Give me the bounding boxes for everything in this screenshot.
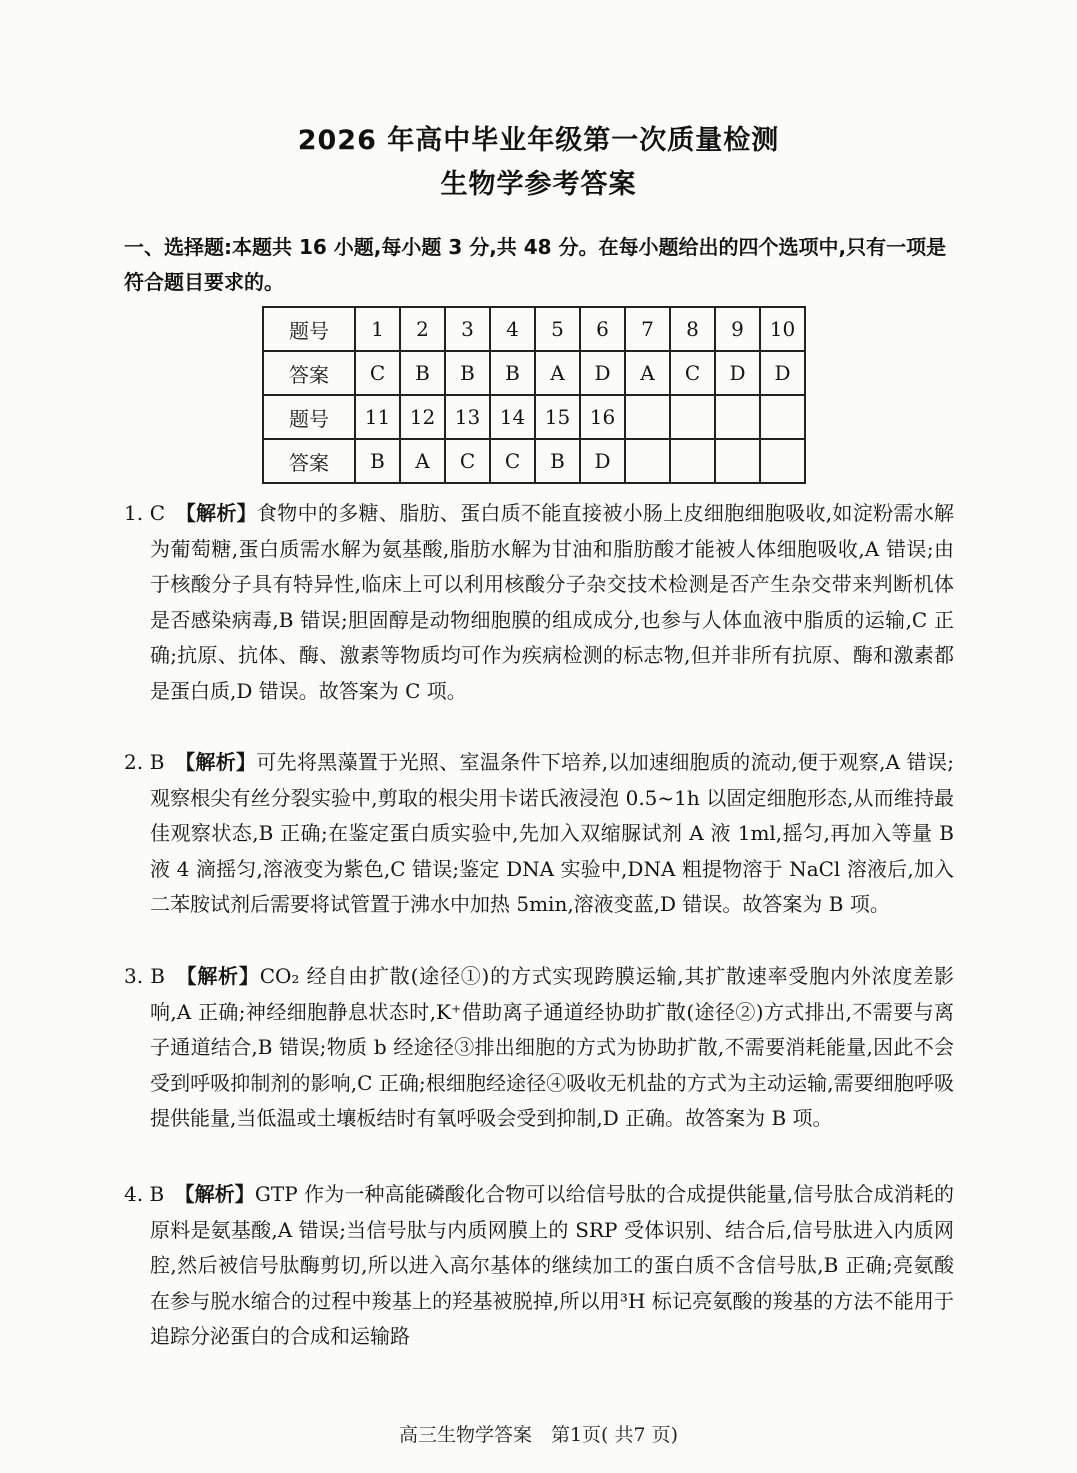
table-cell: B [490,351,535,395]
row-label: 题号 [263,395,355,439]
item-text: CO₂ 经自由扩散(途径①)的方式实现跨膜运输,其扩散速率受胞内外浓度差影响,A 正确;神经细胞静息状态时,K⁺借助离子通道经协助扩散(途径②)方式排出,不需要与离子通道结合,B 错误;物质 b 经途径③排出细胞的方式为协助扩散,不需要消耗能量,因此不会受到呼吸抑制剂的影响,C 正确;根细胞经途径④吸收无机盐的方式为主动运输,需要细胞呼吸提供能量,当低温或土壤板结时有氧呼吸会受到抑制,D 正确。故答案为 B 项。 [150,964,955,1131]
answer-item-3 [124,959,954,1137]
item-text: 食物中的多糖、脂肪、蛋白质不能直接被小肠上皮细胞细胞吸收,如淀粉需水解为葡萄糖,蛋白质需水解为氨基酸,脂肪水解为甘油和脂肪酸才能被人体细胞吸收,A 错误;由于核酸分子具有特异性,临床上可以利用核酸分子杂交技术检测是否产生杂交带来判断机体是否感染病毒,B 错误;胆固醇是动物细胞膜的组成成分,也参与人体血液中脂质的运输,C 正确;抗原、抗体、酶、激素等物质均可作为疾病检测的标志物,但并非所有抗原、酶和激素都是蛋白质,D 错误。故答案为 C 项。 [150,501,955,703]
table-cell: D [715,351,760,395]
table-cell: D [580,439,625,483]
answer-item-1 [124,496,954,710]
page-subtitle: 生物学参考答案 [440,169,637,200]
item-text: 可先将黑藻置于光照、室温条件下培养,以加速细胞质的流动,便于观察,A 错误;观察根尖有丝分裂实验中,剪取的根尖用卡诺氏液浸泡 0.5~1h 以固定细胞形态,从而维持最佳观察状态,B 正确;在鉴定蛋白质实验中,先加入双缩脲试剂 A 液 1ml,摇匀,再加入等量 B 液 4 滴摇匀,溶液变为紫色,C 错误;鉴定 DNA 实验中,DNA 粗提物溶于 NaCl 溶液后,加入二苯胺试剂后需要将试管置于沸水中加热 5min,溶液变蓝,D 错误。故答案为 B 项。 [150,750,954,917]
table-cell [670,439,715,483]
table-cell [670,395,715,439]
item-number: 4. B [124,1182,165,1206]
table-cell: 16 [580,395,625,439]
table-cell: B [445,351,490,395]
table-cell: D [580,351,625,395]
item-paragraph [124,1177,954,1355]
analysis-tag: 【解析】 [185,501,257,525]
analysis-tag: 【解析】 [185,750,257,774]
table-cell: A [400,439,445,483]
row-label: 题号 [263,307,355,351]
table-cell: 3 [445,307,490,351]
item-text: GTP 作为一种高能磷酸化合物可以给信号肽的合成提供能量,信号肽合成消耗的原料是氨基酸,A 错误;当信号肽与内质网膜上的 SRP 受体识别、结合后,信号肽进入内质网腔,然后被信号肽酶剪切,所以进入高尔基体的继续加工的蛋白质不含信号肽,B 正确;亮氨酸在参与脱水缩合的过程中羧基上的羟基被脱掉,所以用³H 标记亮氨酸的羧基的方法不能用于追踪分泌蛋白的合成和运输路 [150,1182,954,1349]
table-cell: 15 [535,395,580,439]
answer-table [262,306,806,484]
answer-item-2 [124,745,954,923]
table-cell: 10 [760,307,805,351]
table-cell: 11 [355,395,400,439]
table-cell: C [355,351,400,395]
table-cell: C [490,439,535,483]
row-label: 答案 [263,351,355,395]
table-cell [715,395,760,439]
item-number: 1. C [124,501,166,525]
table-cell: 8 [670,307,715,351]
table-row [263,395,805,439]
page-title: 2026 年高中毕业年级第一次质量检测 [297,125,780,156]
table-cell: 6 [580,307,625,351]
table-cell: B [535,439,580,483]
table-cell [625,439,670,483]
section-heading: 一、选择题:本题共 16 小题,每小题 3 分,共 48 分。在每小题给出的四个选项中,只有一项是符合题目要求的。 [124,235,947,294]
table-cell: C [445,439,490,483]
table-cell: 5 [535,307,580,351]
table-cell: A [535,351,580,395]
analysis-tag: 【解析】 [186,964,260,988]
row-label: 答案 [263,439,355,483]
table-cell: 12 [400,395,445,439]
answer-item-4 [124,1177,954,1355]
table-cell: A [625,351,670,395]
page-footer: 高三生物学答案 第1页( 共7 页) [398,1424,679,1446]
table-row [263,351,805,395]
item-paragraph [124,745,954,923]
table-cell [625,395,670,439]
table-cell [760,395,805,439]
table-cell: D [760,351,805,395]
table-cell: 1 [355,307,400,351]
table-cell: B [400,351,445,395]
item-number: 2. B [124,750,165,774]
item-paragraph [124,959,954,1137]
table-cell: 2 [400,307,445,351]
table-cell: B [355,439,400,483]
table-cell: 7 [625,307,670,351]
item-paragraph [124,496,954,710]
analysis-tag: 【解析】 [184,1182,255,1206]
table-cell [760,439,805,483]
table-cell: C [670,351,715,395]
table-row [263,439,805,483]
table-cell: 9 [715,307,760,351]
table-cell [715,439,760,483]
item-number: 3. B [124,964,165,988]
table-row [263,307,805,351]
table-cell: 13 [445,395,490,439]
table-cell: 4 [490,307,535,351]
table-cell: 14 [490,395,535,439]
